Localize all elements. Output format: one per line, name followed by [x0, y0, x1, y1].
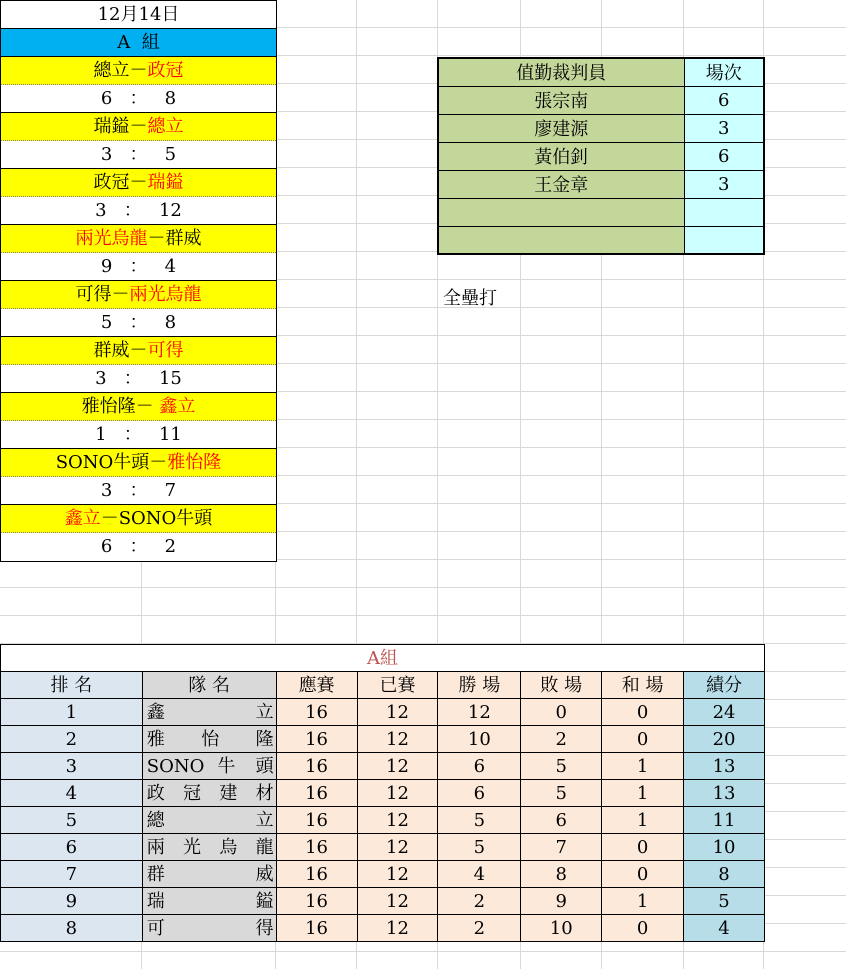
match-separator: － [129, 172, 148, 193]
win-cell[interactable]: 5 [438, 834, 521, 861]
match-pairing[interactable] [1, 449, 276, 477]
referee-count[interactable]: 3 [684, 170, 764, 198]
referee-count[interactable]: 6 [684, 142, 764, 170]
referee-name[interactable]: 廖建源 [438, 114, 684, 142]
match-home-team: 雅怡隆 [81, 396, 136, 417]
header-points[interactable]: 績分 [684, 672, 765, 699]
due-cell[interactable]: 16 [276, 780, 357, 807]
due-cell[interactable]: 16 [276, 726, 357, 753]
match-score[interactable]: 3 ： 15 [1, 365, 276, 393]
team-cell[interactable]: 兩 光 烏 龍 [142, 834, 276, 861]
played-cell[interactable]: 12 [357, 753, 438, 780]
match-list [1, 57, 276, 561]
team-cell[interactable]: 可 得 [142, 915, 276, 942]
points-cell[interactable]: 20 [684, 726, 765, 753]
standings-row [1, 753, 765, 780]
referee-header-name[interactable]: 值勤裁判員 [438, 58, 684, 86]
due-cell[interactable]: 16 [276, 807, 357, 834]
rank-cell[interactable]: 5 [1, 807, 143, 834]
rank-cell[interactable]: 8 [1, 915, 143, 942]
referee-table [437, 57, 765, 255]
draw-cell[interactable]: 0 [602, 861, 684, 888]
match-pairing[interactable] [1, 57, 276, 85]
draw-cell[interactable]: 1 [602, 780, 684, 807]
played-cell[interactable]: 12 [357, 888, 438, 915]
match-pairing[interactable] [1, 337, 276, 365]
points-cell[interactable]: 4 [684, 915, 765, 942]
played-cell[interactable]: 12 [357, 834, 438, 861]
played-cell[interactable]: 12 [357, 726, 438, 753]
win-cell[interactable]: 6 [438, 753, 521, 780]
standings-row [1, 861, 765, 888]
standings-row [1, 780, 765, 807]
referee-row [438, 170, 764, 198]
team-cell[interactable]: 瑞 鎰 [142, 888, 276, 915]
match-pairing[interactable] [1, 225, 276, 253]
referee-count[interactable]: 3 [684, 114, 764, 142]
played-cell[interactable]: 12 [357, 780, 438, 807]
match-score[interactable]: 1 ： 11 [1, 421, 276, 449]
loss-cell[interactable]: 2 [521, 726, 602, 753]
match-away-team: SONO牛頭 [118, 508, 213, 529]
referee-count[interactable]: 6 [684, 86, 764, 114]
draw-cell[interactable]: 0 [602, 699, 684, 726]
loss-cell[interactable]: 8 [521, 861, 602, 888]
team-cell[interactable]: 雅 怡 隆 [142, 726, 276, 753]
win-cell[interactable]: 6 [438, 780, 521, 807]
team-cell[interactable]: 鑫 立 [142, 699, 276, 726]
referee-name[interactable] [438, 226, 684, 254]
loss-cell[interactable]: 9 [521, 888, 602, 915]
match-home-team: 群威 [93, 340, 130, 361]
draw-cell[interactable]: 0 [602, 915, 684, 942]
header-team[interactable]: 隊 名 [142, 672, 276, 699]
schedule-group[interactable]: A 組 [1, 29, 276, 57]
match-separator: － [129, 340, 148, 361]
loss-cell[interactable]: 7 [521, 834, 602, 861]
home-run-note[interactable]: 全壘打 [443, 288, 497, 309]
referee-count[interactable] [684, 198, 764, 226]
referee-row [438, 198, 764, 226]
win-cell[interactable]: 5 [438, 807, 521, 834]
played-cell[interactable]: 12 [357, 915, 438, 942]
match-pairing[interactable] [1, 281, 276, 309]
loss-cell[interactable]: 5 [521, 753, 602, 780]
win-cell[interactable]: 2 [438, 915, 521, 942]
match-away-team: 瑞鎰 [147, 172, 184, 193]
loss-cell[interactable]: 5 [521, 780, 602, 807]
standings-row [1, 807, 765, 834]
match-score[interactable]: 5 ： 8 [1, 309, 276, 337]
match-separator: － [111, 284, 130, 305]
header-loss[interactable]: 敗 場 [521, 672, 602, 699]
referee-name[interactable]: 王金章 [438, 170, 684, 198]
header-draw[interactable]: 和 場 [602, 672, 684, 699]
match-separator: － [129, 116, 148, 137]
rank-cell[interactable]: 1 [1, 699, 143, 726]
referee-row [438, 114, 764, 142]
referee-row [438, 86, 764, 114]
standings-row [1, 888, 765, 915]
match-away-team: 鑫立 [159, 396, 196, 417]
draw-cell[interactable]: 1 [602, 888, 684, 915]
played-cell[interactable]: 12 [357, 699, 438, 726]
match-away-team: 政冠 [147, 60, 184, 81]
match-home-team: 總立 [93, 60, 130, 81]
standings-header-row [1, 672, 765, 699]
match-pairing[interactable] [1, 113, 276, 141]
match-separator: － [149, 452, 168, 473]
match-home-team: 政冠 [93, 172, 130, 193]
match-schedule [0, 0, 277, 562]
draw-cell[interactable]: 0 [602, 834, 684, 861]
draw-cell[interactable]: 1 [602, 753, 684, 780]
header-due[interactable]: 應賽 [276, 672, 357, 699]
referee-count[interactable] [684, 226, 764, 254]
match-separator: － [147, 228, 166, 249]
match-away-team: 兩光烏龍 [129, 284, 202, 305]
match-score[interactable]: 6 ： 8 [1, 85, 276, 113]
win-cell[interactable]: 4 [438, 861, 521, 888]
due-cell[interactable]: 16 [276, 699, 357, 726]
match-score[interactable]: 3 ： 12 [1, 197, 276, 225]
match-away-team: 可得 [147, 340, 184, 361]
match-away-team: 總立 [147, 116, 184, 137]
draw-cell[interactable]: 1 [602, 807, 684, 834]
match-home-team: 瑞鎰 [93, 116, 130, 137]
win-cell[interactable]: 12 [438, 699, 521, 726]
played-cell[interactable]: 12 [357, 807, 438, 834]
loss-cell[interactable]: 0 [521, 699, 602, 726]
team-cell[interactable]: SONO 牛 頭 [142, 753, 276, 780]
standings-row [1, 834, 765, 861]
referee-name[interactable]: 張宗南 [438, 86, 684, 114]
referee-header-count[interactable]: 場次 [684, 58, 764, 86]
rank-cell[interactable]: 9 [1, 888, 143, 915]
match-home-team: 兩光烏龍 [75, 228, 148, 249]
match-home-team: 可得 [75, 284, 112, 305]
match-score[interactable]: 9 ： 4 [1, 253, 276, 281]
due-cell[interactable]: 16 [276, 861, 357, 888]
match-score[interactable]: 3 ： 7 [1, 477, 276, 505]
standings-title[interactable]: A組 [1, 645, 765, 672]
rank-cell[interactable]: 4 [1, 780, 143, 807]
referee-header-row [438, 58, 764, 86]
points-cell[interactable]: 13 [684, 753, 765, 780]
match-separator: － [129, 60, 148, 81]
match-away-team: 群威 [165, 228, 202, 249]
points-cell[interactable]: 5 [684, 888, 765, 915]
win-cell[interactable]: 10 [438, 726, 521, 753]
rank-cell[interactable]: 3 [1, 753, 143, 780]
rank-cell[interactable]: 7 [1, 861, 143, 888]
played-cell[interactable]: 12 [357, 861, 438, 888]
match-away-team: 雅怡隆 [167, 452, 222, 473]
due-cell[interactable]: 16 [276, 888, 357, 915]
points-cell[interactable]: 24 [684, 699, 765, 726]
referee-row [438, 226, 764, 254]
header-win[interactable]: 勝 場 [438, 672, 521, 699]
header-rank[interactable]: 排 名 [1, 672, 143, 699]
match-pairing[interactable] [1, 169, 276, 197]
match-home-team: 鑫立 [64, 508, 101, 529]
points-cell[interactable]: 8 [684, 861, 765, 888]
points-cell[interactable]: 10 [684, 834, 765, 861]
loss-cell[interactable]: 6 [521, 807, 602, 834]
match-score[interactable]: 6 ： 2 [1, 533, 276, 561]
standings-title-row [1, 645, 765, 672]
match-pairing[interactable] [1, 393, 276, 421]
match-home-team: SONO牛頭 [55, 452, 150, 473]
due-cell[interactable]: 16 [276, 834, 357, 861]
points-cell[interactable]: 11 [684, 807, 765, 834]
header-played[interactable]: 已賽 [357, 672, 438, 699]
draw-cell[interactable]: 0 [602, 726, 684, 753]
standings-table [0, 644, 765, 942]
rank-cell[interactable]: 6 [1, 834, 143, 861]
standings-row [1, 699, 765, 726]
standings-row [1, 726, 765, 753]
referee-name[interactable]: 黃伯釗 [438, 142, 684, 170]
due-cell[interactable]: 16 [276, 915, 357, 942]
points-cell[interactable]: 13 [684, 780, 765, 807]
team-cell[interactable]: 政 冠 建 材 [142, 780, 276, 807]
schedule-date[interactable]: 12月14日 [1, 1, 276, 29]
match-separator: － [135, 396, 160, 417]
referee-name[interactable] [438, 198, 684, 226]
standings-row [1, 915, 765, 942]
win-cell[interactable]: 2 [438, 888, 521, 915]
match-score[interactable]: 3 ： 5 [1, 141, 276, 169]
team-cell[interactable]: 總 立 [142, 807, 276, 834]
team-cell[interactable]: 群 威 [142, 861, 276, 888]
match-pairing[interactable] [1, 505, 276, 533]
referee-row [438, 142, 764, 170]
match-separator: － [100, 508, 119, 529]
loss-cell[interactable]: 10 [521, 915, 602, 942]
due-cell[interactable]: 16 [276, 753, 357, 780]
rank-cell[interactable]: 2 [1, 726, 143, 753]
